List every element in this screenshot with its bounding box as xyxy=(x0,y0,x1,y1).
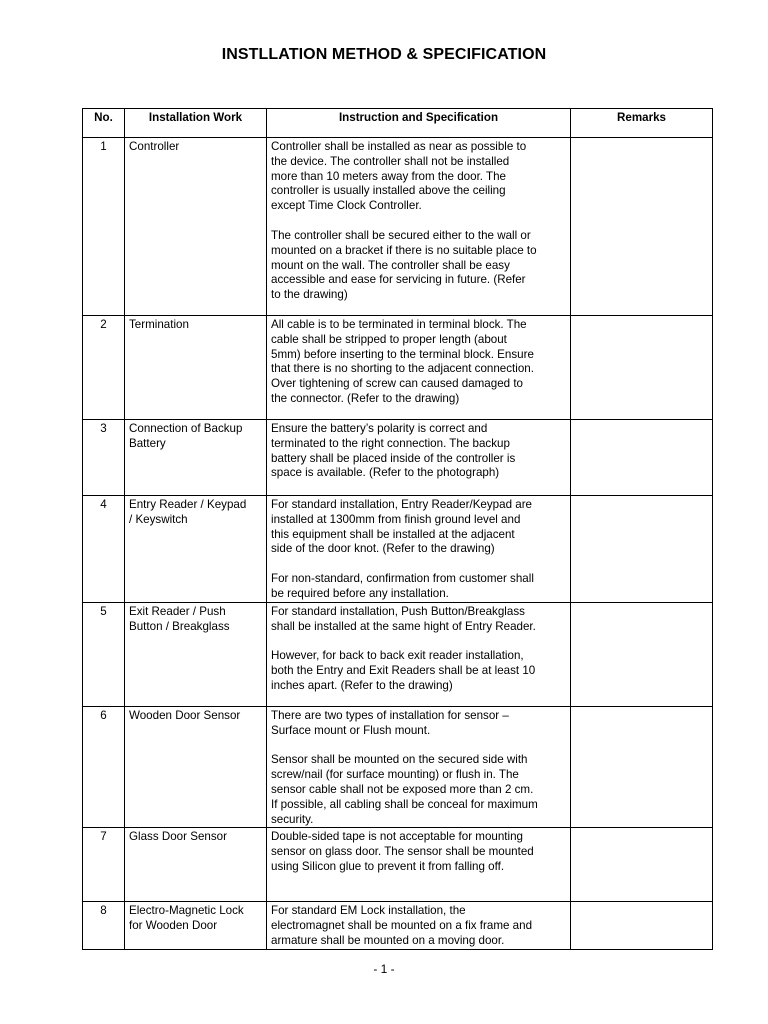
remarks-cell xyxy=(571,496,713,603)
table-row xyxy=(83,496,713,603)
remarks-cell xyxy=(571,420,713,496)
row-number: 2 xyxy=(83,316,125,420)
installation-work-cell: Wooden Door Sensor xyxy=(125,706,267,828)
table-row xyxy=(83,138,713,316)
remarks-cell xyxy=(571,902,713,950)
instruction-paragraph: Double-sided tape is not acceptable for mounting sensor on glass door. The sensor shall be mounted using Silicon glue to prevent it from falling off. xyxy=(271,830,534,873)
table-row xyxy=(83,828,713,902)
header-no: No. xyxy=(83,109,125,138)
remarks-cell xyxy=(571,316,713,420)
row-number: 5 xyxy=(83,602,125,706)
remarks-cell xyxy=(571,706,713,828)
table-row xyxy=(83,706,713,828)
instruction-cell xyxy=(267,902,571,950)
specification-table xyxy=(82,108,713,950)
instruction-paragraph: There are two types of installation for sensor – Surface mount or Flush mount. xyxy=(271,708,509,737)
instruction-cell xyxy=(267,496,571,603)
row-number: 7 xyxy=(83,828,125,902)
document-title: INSTLLATION METHOD & SPECIFICATION xyxy=(221,46,547,63)
instruction-paragraph: For non-standard, confirmation from customer shall be required before any installation. xyxy=(271,572,534,600)
instruction-paragraph: Sensor shall be mounted on the secured side with screw/nail (for surface mounting) or flush in. The sensor cable shall not be exposed more than 2 cm. If possible, all cabling shall be conceal for maximum security. xyxy=(271,753,538,826)
remarks-cell xyxy=(571,138,713,316)
row-number: 4 xyxy=(83,496,125,603)
instruction-paragraph: All cable is to be terminated in terminal block. The cable shall be stripped to proper length (about 5mm) before inserting to the terminal block. Ensure that there is no shorting to the adjacent connection. Over tightening of screw can caused damaged to the connector. (Refer to the drawing) xyxy=(271,318,534,405)
instruction-paragraph: For standard installation, Push Button/Breakglass shall be installed at the same hight of Entry Reader. xyxy=(271,604,536,633)
instruction-paragraph: The controller shall be secured either to the wall or mounted on a bracket if there is no suitable place to mount on the wall. The controller shall be easy accessible and ease for servicing in future. (Refer to the drawing) xyxy=(271,228,537,302)
instruction-cell xyxy=(267,420,571,496)
installation-work-cell: Exit Reader / Push Button / Breakglass xyxy=(125,602,267,706)
header-instruction-specification: Instruction and Specification xyxy=(267,109,571,138)
row-number: 3 xyxy=(83,420,125,496)
row-number: 1 xyxy=(83,138,125,316)
installation-work-cell: Controller xyxy=(125,138,267,316)
header-remarks: Remarks xyxy=(571,109,713,138)
instruction-cell xyxy=(267,706,571,828)
instruction-paragraph: For standard EM Lock installation, the electromagnet shall be mounted on a fix frame and armature shall be mounted on a moving door. xyxy=(271,904,533,947)
table-row xyxy=(83,420,713,496)
table-row xyxy=(83,902,713,950)
table-row xyxy=(83,316,713,420)
installation-work-cell: Electro-Magnetic Lock for Wooden Door xyxy=(125,902,267,950)
remarks-cell xyxy=(571,602,713,706)
row-number: 8 xyxy=(83,902,125,950)
header-installation-work: Installation Work xyxy=(125,109,267,138)
instruction-paragraph: However, for back to back exit reader installation, both the Entry and Exit Readers shall be at least 10 inches apart. (Refer to the drawing) xyxy=(271,649,536,692)
table-row xyxy=(83,602,713,706)
page-number: - 1 - xyxy=(373,962,395,976)
row-number: 6 xyxy=(83,706,125,828)
instruction-cell xyxy=(267,138,571,316)
instruction-paragraph: Controller shall be installed as near as possible to the device. The controller shall not be installed more than 10 meters away from the door. The controller is usually installed above the ceiling except Time Clock Controller. xyxy=(271,140,527,213)
instruction-cell xyxy=(267,602,571,706)
instruction-paragraph: For standard installation, Entry Reader/Keypad are installed at 1300mm from finish ground level and this equipment shall be installed at the adjacent side of the door knot. (Refer to the drawing) xyxy=(271,498,533,556)
installation-work-cell: Connection of Backup Battery xyxy=(125,420,267,496)
instruction-paragraph: Ensure the battery’s polarity is correct and terminated to the right connection. The backup battery shall be placed inside of the controller is space is available. (Refer to the photograph) xyxy=(271,422,516,480)
installation-work-cell: Termination xyxy=(125,316,267,420)
instruction-cell xyxy=(267,316,571,420)
table-header-row xyxy=(83,109,713,138)
instruction-cell xyxy=(267,828,571,902)
installation-work-cell: Entry Reader / Keypad / Keyswitch xyxy=(125,496,267,603)
remarks-cell xyxy=(571,828,713,902)
installation-work-cell: Glass Door Sensor xyxy=(125,828,267,902)
